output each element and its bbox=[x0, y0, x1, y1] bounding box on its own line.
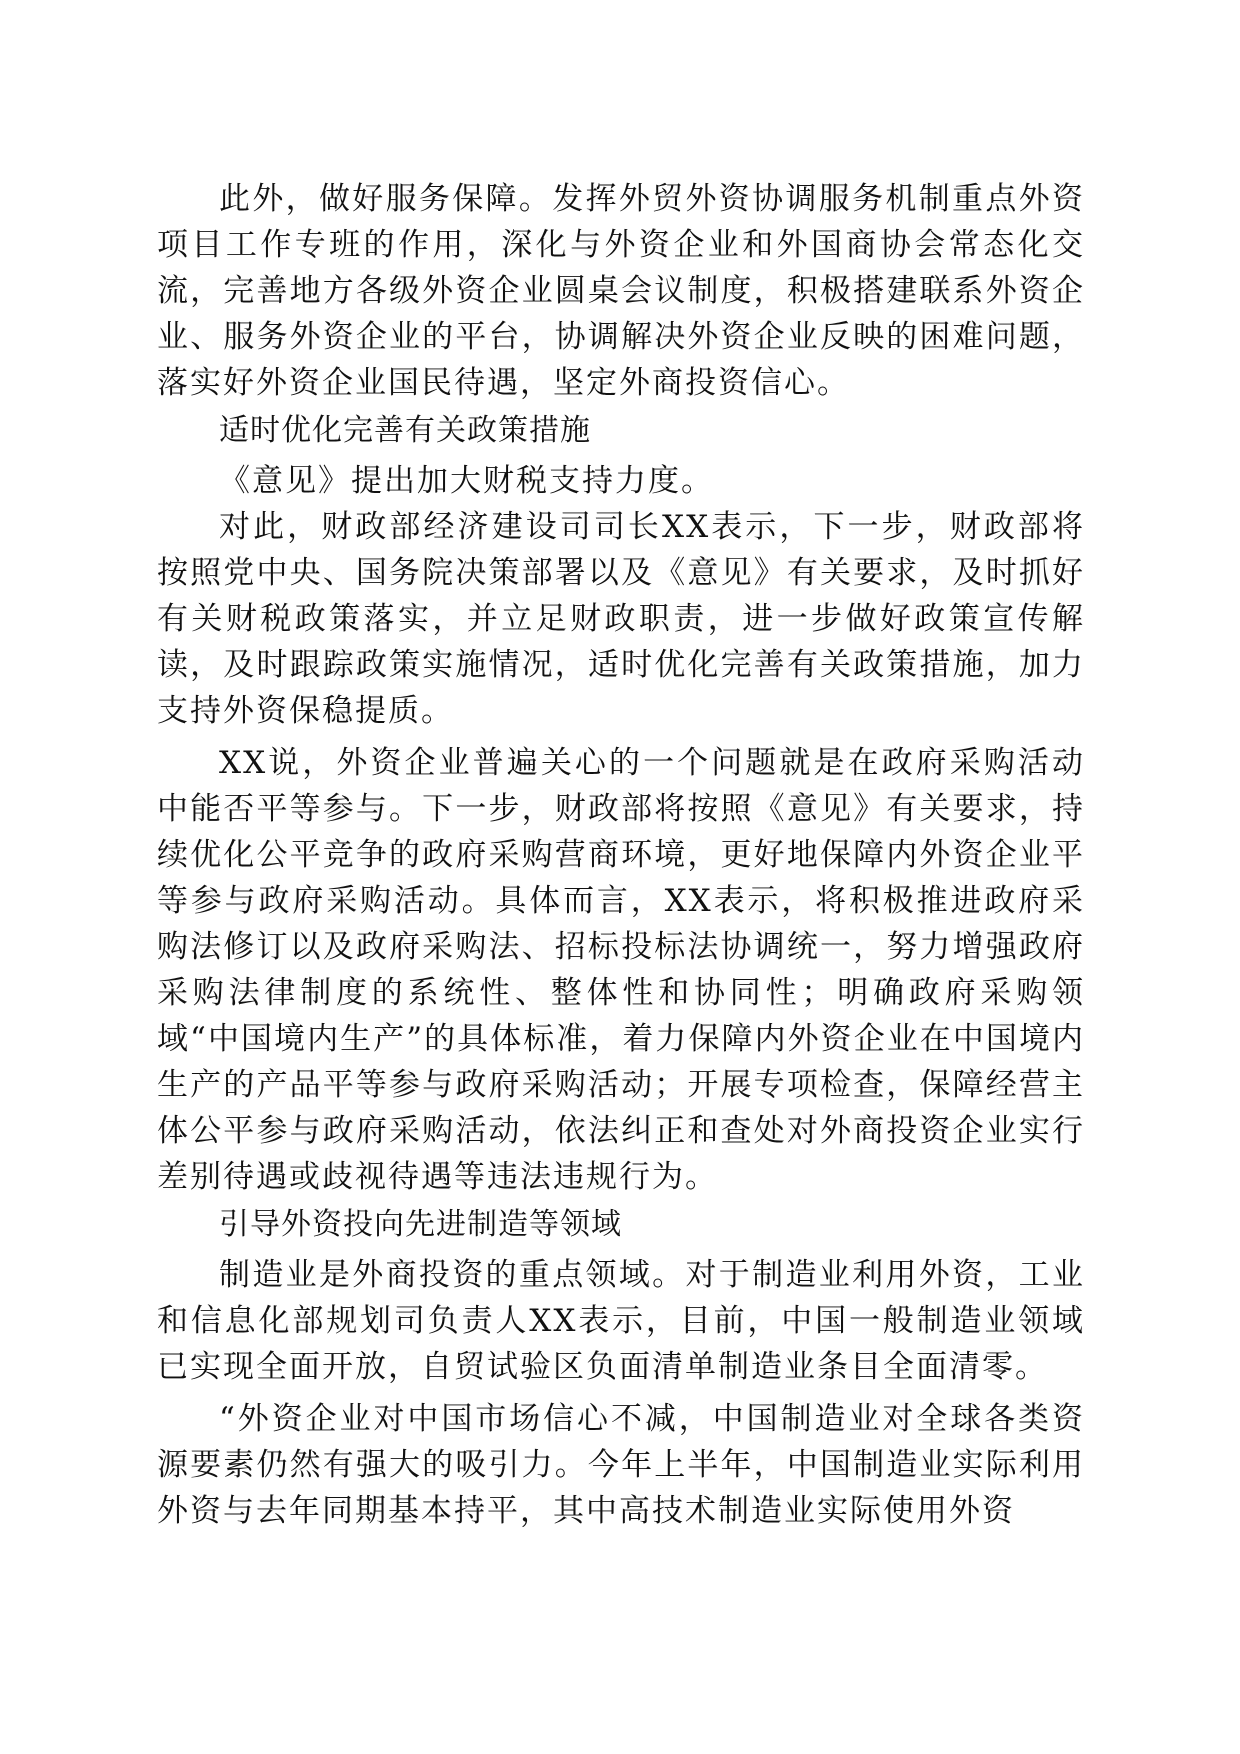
paragraph-foreign-confidence: “外资企业对中国市场信心不减，中国制造业对全球各类资源要素仍然有强大的吸引力。今年上半年，中国制造业实际利用外资与去年同期基本持平，其中高技术制造业实际使用外资 bbox=[157, 1401, 1085, 1529]
paragraph-manufacturing-focus: 制造业是外商投资的重点领域。对于制造业利用外资，工业和信息化部规划司负责人XX表示，目前，中国一般制造业领域已实现全面开放，自贸试验区负面清单制造业条目全面清零。 bbox=[157, 1257, 1085, 1385]
document-body bbox=[157, 176, 1085, 1534]
paragraph-government-procurement: XX说，外资企业普遍关心的一个问题就是在政府采购活动中能否平等参与。下一步，财政部将按照《意见》有关要求，持续优化公平竞争的政府采购营商环境，更好地保障内外资企业平等参与政府采购活动。具体而言，XX表示，将积极推进政府采购法修订以及政府采购法、招标投标法协调统一，努力增强政府采购法律制度的系统性、整体性和协同性；明确政府采购领域“中国境内生产”的具体标准，着力保障内外资企业在中国境内生产的产品平等参与政府采购活动；开展专项检查，保障经营主体公平参与政府采购活动，依法纠正和查处对外商投资企业实行差别待遇或歧视待遇等违法违规行为。 bbox=[157, 745, 1085, 1195]
paragraph-service-guarantee: 此外，做好服务保障。发挥外贸外资协调服务机制重点外资项目工作专班的作用，深化与外资企业和外国商协会常态化交流，完善地方各级外资企业圆桌会议制度，积极搭建联系外资企业、服务外资企业的平台，协调解决外资企业反映的困难问题，落实好外资企业国民待遇，坚定外商投资信心。 bbox=[157, 181, 1085, 401]
section-heading-advanced-manufacturing: 引导外资投向先进制造等领域 bbox=[219, 1207, 622, 1242]
paragraph-fiscal-support: 《意见》提出加大财税支持力度。 bbox=[219, 463, 714, 499]
section-heading-policy-measures: 适时优化完善有关政策措施 bbox=[219, 413, 591, 448]
paragraph-finance-ministry-statement: 对此，财政部经济建设司司长XX表示，下一步，财政部将按照党中央、国务院决策部署以及《意见》有关要求，及时抓好有关财税政策落实，并立足财政职责，进一步做好政策宣传解读，及时跟踪政策实施情况，适时优化完善有关政策措施，加力支持外资保稳提质。 bbox=[157, 509, 1085, 729]
